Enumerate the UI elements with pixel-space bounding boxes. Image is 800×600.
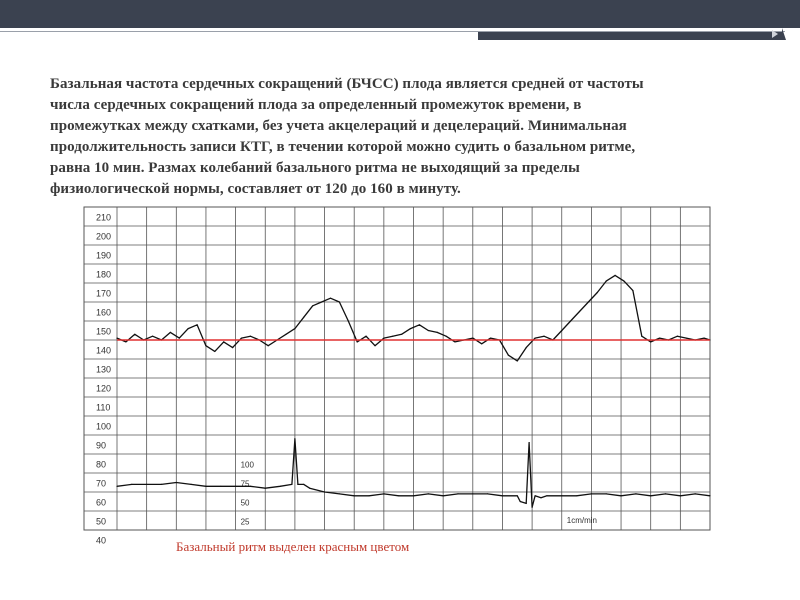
data-point	[197, 324, 198, 325]
data-point	[161, 484, 162, 485]
y-tick-label: 40	[96, 535, 107, 546]
data-point	[517, 360, 518, 361]
data-point	[588, 301, 589, 302]
data-point	[152, 336, 153, 337]
data-point	[176, 482, 177, 483]
data-point	[457, 493, 458, 494]
data-point	[615, 275, 616, 276]
paragraph-line: равна 10 мин. Размах колебаний базального ритма не выходящий за пределы	[50, 160, 580, 176]
data-point	[632, 290, 633, 291]
data-point	[357, 341, 358, 342]
inner-scale-label: 50	[240, 498, 250, 508]
data-point	[303, 317, 304, 318]
data-point	[116, 338, 117, 339]
paragraph-line: продолжительность записи КТГ, в течении которой можно судить о базальном ритме,	[50, 139, 636, 155]
data-point	[265, 488, 266, 489]
inner-scale-label: 25	[240, 517, 250, 527]
data-point	[576, 495, 577, 496]
data-point	[695, 493, 696, 494]
data-point	[250, 336, 251, 337]
y-tick-label: 110	[96, 402, 111, 413]
data-point	[529, 442, 530, 443]
data-point	[620, 495, 621, 496]
data-point	[650, 341, 651, 342]
data-point	[146, 484, 147, 485]
data-point	[472, 493, 473, 494]
y-tick-label: 180	[96, 269, 112, 280]
inner-scale-label: 100	[240, 460, 254, 470]
data-point	[437, 332, 438, 333]
data-point	[570, 320, 571, 321]
chart-caption: Базальный ритм выделен красным цветом	[176, 539, 410, 554]
data-point	[268, 345, 269, 346]
data-point	[125, 341, 126, 342]
paragraph-line: физиологической нормы, составляет от 120 до 160 в минуту.	[50, 181, 461, 197]
data-point	[508, 355, 509, 356]
data-point	[280, 486, 281, 487]
data-point	[285, 334, 286, 335]
data-point	[677, 336, 678, 337]
data-point	[579, 311, 580, 312]
y-tick-label: 150	[96, 326, 112, 337]
data-point	[303, 484, 304, 485]
data-point	[309, 488, 310, 489]
data-point	[526, 347, 527, 348]
data-point	[532, 507, 533, 508]
data-point	[214, 351, 215, 352]
scale-label: 1cm/min	[566, 516, 597, 525]
y-tick-label: 60	[96, 497, 107, 508]
data-point	[597, 292, 598, 293]
data-point	[354, 495, 355, 496]
data-point	[392, 336, 393, 337]
data-point	[291, 484, 292, 485]
data-point	[134, 334, 135, 335]
data-point	[368, 495, 369, 496]
data-point	[665, 493, 666, 494]
data-point	[540, 497, 541, 498]
data-point	[235, 486, 236, 487]
data-point	[428, 330, 429, 331]
data-point	[561, 495, 562, 496]
data-point	[410, 328, 411, 329]
data-point	[704, 338, 705, 339]
paragraph-line: числа сердечных сокращений плода за определенный промежуток времени, в	[50, 97, 582, 113]
y-tick-label: 70	[96, 478, 107, 489]
y-tick-label: 160	[96, 307, 112, 318]
data-point	[205, 345, 206, 346]
data-point	[454, 341, 455, 342]
data-point	[561, 330, 562, 331]
data-point	[650, 495, 651, 496]
y-tick-label: 90	[96, 440, 107, 451]
data-point	[398, 495, 399, 496]
y-tick-label: 130	[96, 364, 112, 375]
y-tick-label: 210	[96, 212, 112, 223]
data-point	[680, 495, 681, 496]
data-point	[502, 495, 503, 496]
data-point	[366, 336, 367, 337]
data-point	[321, 301, 322, 302]
y-tick-label: 170	[96, 288, 112, 299]
data-point	[232, 347, 233, 348]
data-point	[606, 281, 607, 282]
data-point	[481, 343, 482, 344]
data-point	[517, 495, 518, 496]
data-point	[401, 334, 402, 335]
data-point	[428, 493, 429, 494]
data-point	[419, 324, 420, 325]
y-tick-label: 140	[96, 345, 112, 356]
data-point	[635, 493, 636, 494]
data-point	[330, 298, 331, 299]
data-point	[191, 484, 192, 485]
data-point	[623, 281, 624, 282]
data-point	[709, 495, 710, 496]
plot-frame	[84, 207, 710, 530]
data-point	[383, 338, 384, 339]
data-point	[535, 338, 536, 339]
data-point	[535, 495, 536, 496]
data-point	[205, 486, 206, 487]
data-point	[443, 495, 444, 496]
data-point	[446, 336, 447, 337]
data-point	[606, 493, 607, 494]
data-point	[223, 341, 224, 342]
inner-scale-label: 75	[240, 479, 250, 489]
data-point	[472, 338, 473, 339]
y-tick-label: 200	[96, 231, 112, 242]
data-point	[188, 328, 189, 329]
data-point	[294, 438, 295, 439]
data-point	[413, 495, 414, 496]
data-point	[490, 338, 491, 339]
y-tick-label: 120	[96, 383, 112, 394]
data-point	[641, 336, 642, 337]
data-point	[324, 491, 325, 492]
data-point	[487, 493, 488, 494]
data-point	[526, 503, 527, 504]
y-tick-label: 50	[96, 516, 107, 527]
data-point	[659, 338, 660, 339]
paragraph-line: Базальная частота сердечных сокращений (БЧСС) плода является средней от частоты	[50, 76, 644, 92]
data-point	[339, 493, 340, 494]
data-point	[220, 486, 221, 487]
data-point	[297, 484, 298, 485]
data-point	[339, 301, 340, 302]
data-point	[312, 305, 313, 306]
data-point	[241, 338, 242, 339]
y-tick-label: 80	[96, 459, 107, 470]
data-point	[374, 345, 375, 346]
data-point	[383, 493, 384, 494]
data-point	[170, 332, 171, 333]
paragraph-line: промежутках между схатками, без учета акцелераций и децелераций. Минимальная	[50, 118, 627, 134]
data-point	[348, 320, 349, 321]
y-tick-label: 190	[96, 250, 112, 261]
data-point	[294, 328, 295, 329]
data-point	[591, 493, 592, 494]
data-point	[116, 486, 117, 487]
data-point	[520, 501, 521, 502]
data-point	[250, 486, 251, 487]
data-point	[546, 495, 547, 496]
data-point	[543, 336, 544, 337]
data-point	[131, 484, 132, 485]
data-point	[179, 338, 180, 339]
y-tick-label: 100	[96, 421, 112, 432]
data-point	[686, 338, 687, 339]
